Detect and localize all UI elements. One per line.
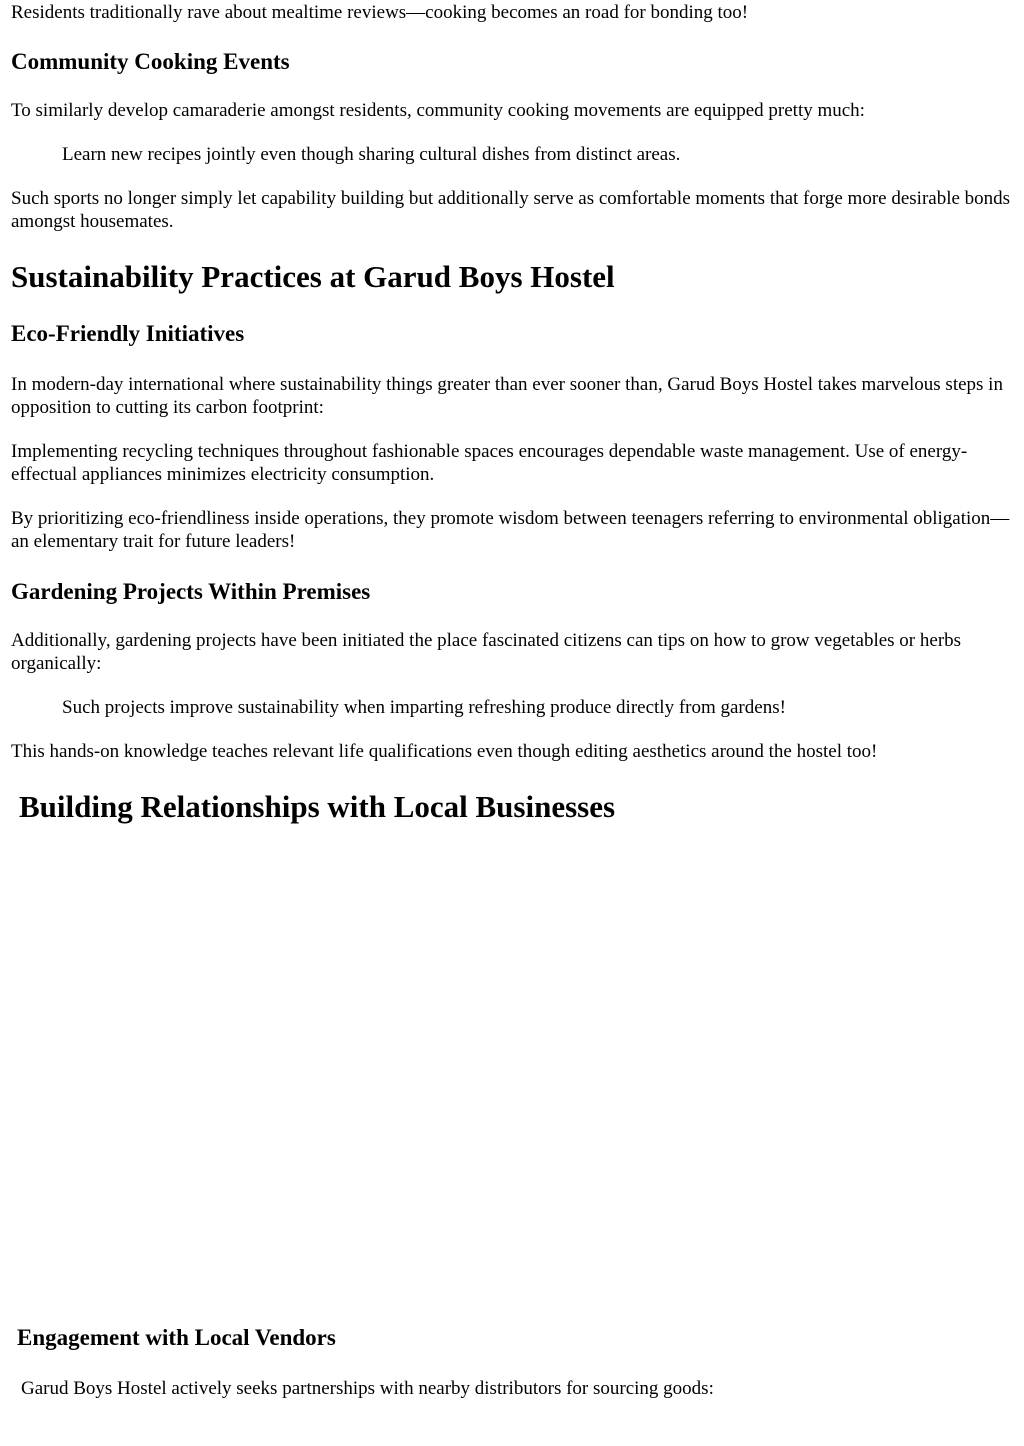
eco-paragraph-3: By prioritizing eco-friendliness inside operations, they promote wisdom between teenagers referring to environmental obligation—an elementary trait for future leaders! — [11, 508, 1010, 552]
gardening-quote: Such projects improve sustainability when imparting refreshing produce directly from gardens! — [62, 697, 786, 718]
empty-media-area — [18, 840, 1008, 1310]
gardening-conclusion: This hands-on knowledge teaches relevant life qualifications even though editing aesthetics around the hostel too! — [11, 741, 878, 762]
local-vendors-intro: Garud Boys Hostel actively seeks partnerships with nearby distributors for sourcing goods: — [21, 1378, 714, 1399]
local-vendors-heading: Engagement with Local Vendors — [17, 1325, 336, 1350]
eco-paragraph-1: In modern-day international where sustainability things greater than ever sooner than, Garud Boys Hostel takes marvelous steps in opposition to cutting its carbon footprint: — [11, 374, 1003, 418]
sustainability-heading: Sustainability Practices at Garud Boys Hostel — [11, 259, 615, 294]
eco-friendly-heading: Eco-Friendly Initiatives — [11, 321, 245, 346]
intro-paragraph: Residents traditionally rave about mealtime reviews—cooking becomes an road for bonding too! — [11, 2, 749, 23]
community-cooking-heading: Community Cooking Events — [11, 49, 290, 74]
community-cooking-quote: Learn new recipes jointly even though sharing cultural dishes from distinct areas. — [62, 144, 681, 165]
gardening-heading: Gardening Projects Within Premises — [11, 579, 371, 604]
eco-paragraph-2: Implementing recycling techniques throughout fashionable spaces encourages dependable waste management. Use of energy-effectual appliances minimizes electricity consumption. — [11, 441, 968, 485]
community-cooking-intro: To similarly develop camaraderie amongst residents, community cooking movements are equipped pretty much: — [11, 100, 865, 121]
gardening-intro: Additionally, gardening projects have been initiated the place fascinated citizens can tips on how to grow vegetables or herbs organically: — [11, 630, 962, 674]
local-business-heading: Building Relationships with Local Businesses — [19, 789, 616, 824]
community-cooking-conclusion: Such sports no longer simply let capability building but additionally serve as comfortable moments that forge more desirable bonds amongst housemates. — [11, 188, 1011, 232]
